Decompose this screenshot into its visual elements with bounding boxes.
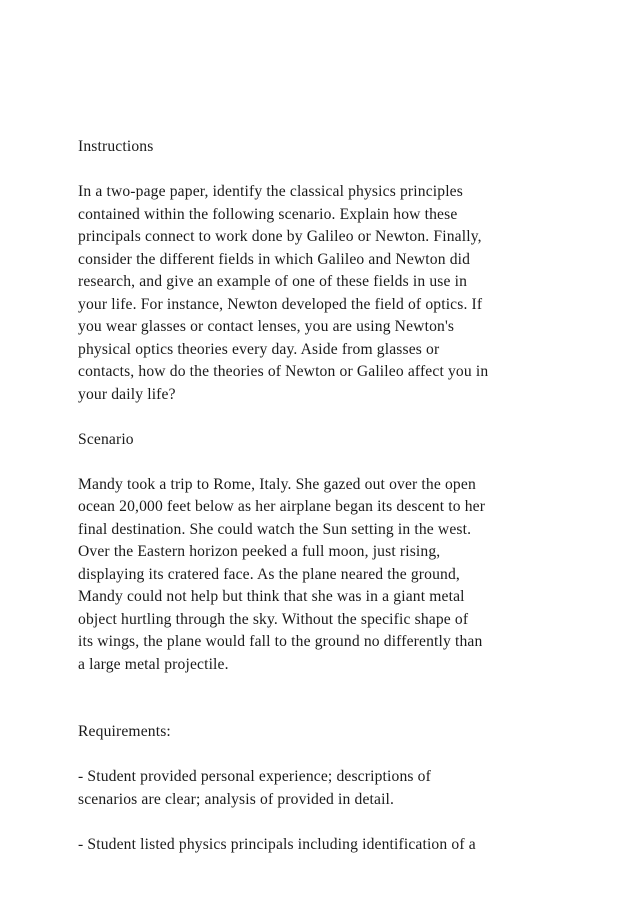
paragraph-gap bbox=[78, 451, 568, 474]
paragraph-gap bbox=[78, 744, 568, 767]
instructions-heading: Instructions bbox=[78, 138, 154, 155]
requirements-heading: Requirements: bbox=[78, 723, 171, 740]
paragraph-gap bbox=[78, 406, 568, 429]
scenario-line: final destination. She could watch the Sun setting in the west. bbox=[78, 520, 472, 538]
instructions-line: physical optics theories every day. Aside from glasses or bbox=[78, 340, 440, 358]
instructions-line: your life. For instance, Newton developed the field of optics. If bbox=[78, 295, 483, 313]
scenario-line: a large metal projectile. bbox=[78, 655, 229, 673]
instructions-line: you wear glasses or contact lenses, you are using Newton's bbox=[78, 318, 455, 335]
instructions-paragraph bbox=[78, 181, 568, 406]
instructions-line: consider the different fields in which Galileo and Newton did bbox=[78, 250, 471, 268]
scenario-line: its wings, the plane would fall to the ground no differently than bbox=[78, 633, 483, 650]
scenario-line: Mandy could not help but think that she was in a giant metal bbox=[78, 588, 465, 605]
scenario-line: ocean 20,000 feet below as her airplane began its descent to her bbox=[78, 498, 486, 515]
scenario-line: Over the Eastern horizon peeked a full moon, just rising, bbox=[78, 543, 441, 560]
requirement-item bbox=[78, 834, 568, 857]
paragraph-gap bbox=[78, 676, 568, 721]
requirement-line: - Student listed physics principals including identification of a bbox=[78, 835, 476, 853]
requirement-item bbox=[78, 766, 568, 811]
scenario-line: displaying its cratered face. As the plane neared the ground, bbox=[78, 565, 460, 583]
requirement-line: - Student provided personal experience; descriptions of bbox=[78, 768, 431, 785]
instructions-line: your daily life? bbox=[78, 385, 176, 403]
instructions-line: contacts, how do the theories of Newton or Galileo affect you in bbox=[78, 363, 489, 380]
instructions-line: In a two-page paper, identify the classical physics principles bbox=[78, 183, 463, 200]
instructions-line: principals connect to work done by Galileo or Newton. Finally, bbox=[78, 228, 482, 245]
instructions-line: research, and give an example of one of these fields in use in bbox=[78, 273, 468, 290]
instructions-line: contained within the following scenario. Explain how these bbox=[78, 205, 458, 223]
paragraph-gap bbox=[78, 811, 568, 834]
scenario-heading: Scenario bbox=[78, 430, 134, 448]
scenario-line: Mandy took a trip to Rome, Italy. She gazed out over the open bbox=[78, 475, 476, 493]
requirement-line: scenarios are clear; analysis of provided in detail. bbox=[78, 790, 395, 808]
paragraph-gap bbox=[78, 159, 568, 182]
document-body bbox=[78, 136, 568, 856]
scenario-line: object hurtling through the sky. Without the specific shape of bbox=[78, 610, 469, 628]
scenario-paragraph bbox=[78, 474, 568, 677]
